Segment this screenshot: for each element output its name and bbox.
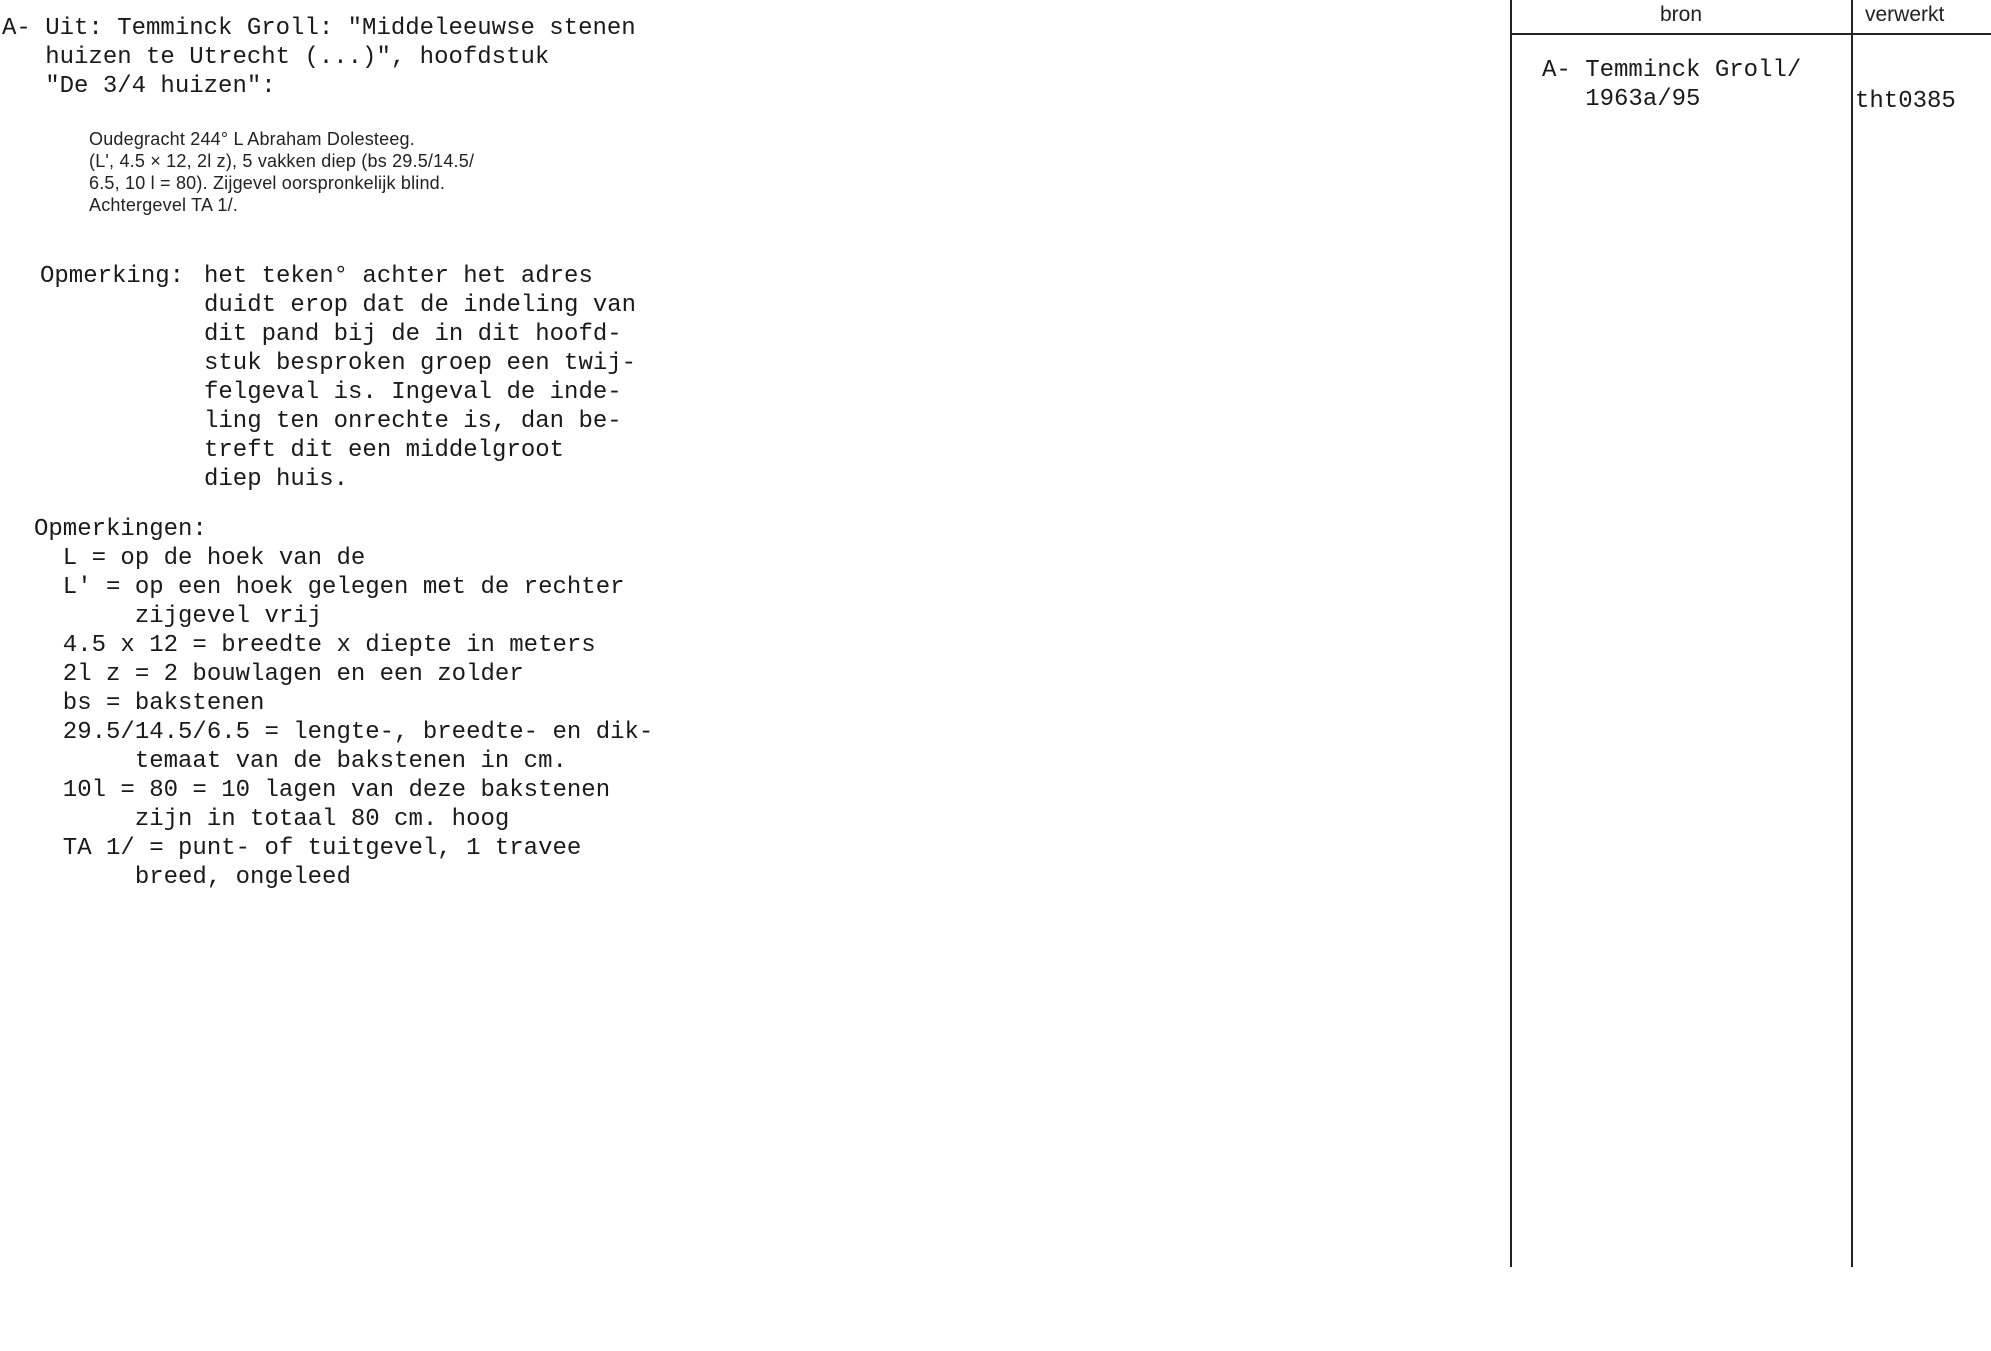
remarks-list: Opmerkingen: L = op de hoek van de L' = op een hoek gelegen met de rechter zijgevel vrij 4.5 x 12 = breedte x diepte in meters 2l z = 2 bouwlagen en een zolder bs = bakstenen 29.5/14.5/6.5 = lengte-, breedte- en dik- temaat van de bakstenen in cm. 10l = 80 = 10 lagen van deze bakstenen zijn in totaal 80 cm. hoog TA 1/ = punt- of tuitgevel, 1 travee breed, ongeleed xyxy=(34,516,654,891)
table-header-rule xyxy=(1510,33,1991,35)
table-column-divider-left xyxy=(1510,0,1512,1267)
table-cell-processed-id: tht0385 xyxy=(1855,88,1956,115)
document-heading: A- Uit: Temminck Groll: "Middeleeuwse stenen huizen te Utrecht (...)", hoofdstuk "De 3/4 huizen": xyxy=(2,15,636,100)
table-header-verwerkt: verwerkt xyxy=(1865,3,1945,26)
table-column-divider-right xyxy=(1851,0,1853,1267)
note-text: het teken° achter het adres duidt erop dat de indeling van dit pand bij de in dit hoofd- stuk besproken groep een twij- felgeval is. Ingeval de inde- ling ten onrechte is, dan be- treft dit een middelgroot diep huis. xyxy=(204,263,637,493)
note-label: Opmerking: xyxy=(40,263,185,290)
table-header-bron: bron xyxy=(1660,3,1703,26)
source-citation: Oudegracht 244° L Abraham Dolesteeg. (L', 4.5 × 12, 2l z), 5 vakken diep (bs 29.5/14.5/ 6.5, 10 l = 80). Zijgevel oorspronkelijk blind. Achtergevel TA 1/. xyxy=(89,129,475,215)
table-cell-source-ref: A- Temminck Groll/ 1963a/95 xyxy=(1542,57,1802,113)
